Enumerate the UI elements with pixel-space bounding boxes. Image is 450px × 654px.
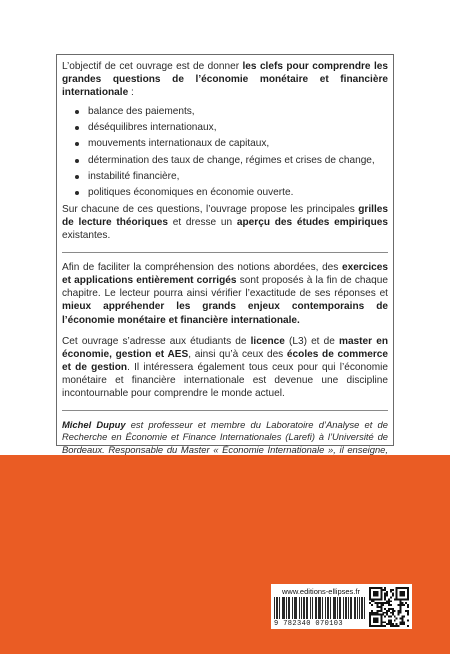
summary-text: Sur chacune de ces questions, l’ouvrage propose les principales (62, 203, 359, 215)
summary-text: existantes. (62, 230, 111, 242)
divider (62, 252, 388, 253)
isbn-barcode (274, 597, 366, 619)
audience-text: Cet ouvrage s’adresse aux étudiants de (62, 335, 251, 347)
isbn-number: 9 782340 070103 (274, 620, 344, 628)
author-name: Michel Dupuy (62, 419, 126, 431)
publisher-website: www.editions-ellipses.fr (282, 587, 360, 596)
author-bio-text: est professeur et membre du Laboratoire d’Analyse et de Recherche en Économie et Finance Internationales (Larefi) à l’Université de Bordeaux. Responsable du Master « Économie Internationale », il enseigne, (62, 419, 388, 455)
qr-code (369, 587, 409, 627)
divider (62, 410, 388, 411)
topic-item: détermination des taux de change, régimes et crises de change, (88, 154, 388, 167)
summary-paragraph (62, 203, 388, 242)
summary-emphasis: aperçu des études empiriques (236, 216, 388, 228)
topic-item: balance des paiements, (88, 105, 388, 118)
exercises-paragraph (62, 261, 388, 326)
exercises-emphasis: mieux appréhender les grands enjeux contemporains de l’économie monétaire et financière internationale. (62, 301, 388, 326)
audience-emphasis: écoles de commerce et de gestion (62, 348, 388, 373)
audience-emphasis: master en économie, gestion et AES (62, 335, 388, 360)
topic-item: politiques économiques en économie ouverte. (88, 186, 388, 199)
intro-paragraph (62, 60, 388, 99)
audience-paragraph (62, 335, 388, 400)
audience-text: , ainsi qu’à ceux des (188, 348, 287, 360)
topic-item: déséquilibres internationaux, (88, 121, 388, 134)
exercises-emphasis: exercices et applications entièrement corrigés (62, 262, 388, 287)
audience-text: (L3) et de (284, 335, 339, 347)
description-text (62, 60, 388, 505)
intro-emphasis: les clefs pour comprendre les grandes questions de l’économie monétaire et financière internationale (62, 61, 388, 99)
intro-text: L’objectif de cet ouvrage est de donner (62, 61, 243, 72)
topic-item: mouvements internationaux de capitaux, (88, 137, 388, 150)
summary-emphasis: grilles de lecture théoriques (62, 203, 388, 228)
exercises-text: Afin de faciliter la compréhension des notions abordées, des (62, 262, 342, 274)
audience-emphasis: licence (250, 335, 285, 347)
audience-text: . Il intéressera également tous ceux pour qui l’économie monétaire et financière internationale est devenue une discipline incontournable pour comprendre le monde actuel. (62, 361, 388, 399)
summary-text: et dresse un (167, 216, 237, 228)
topics-list (62, 105, 388, 199)
topic-item: instabilité financière, (88, 170, 388, 183)
intro-colon: : (128, 87, 134, 99)
exercises-text: sont proposés à la fin de chaque chapitre. Le lecteur pourra ainsi vérifier l’exactitude de ses réponses et (62, 275, 388, 300)
spacer (62, 327, 388, 335)
